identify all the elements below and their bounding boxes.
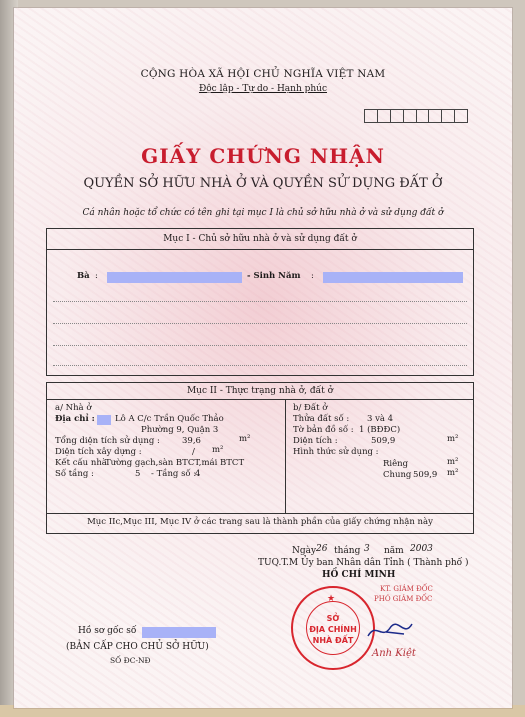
seal-line-3: NHÀ ĐẤT bbox=[312, 636, 354, 645]
birth-year-label: - Sinh Năm bbox=[247, 271, 301, 281]
map-sheet-label: Tờ bản đồ số : bbox=[293, 425, 354, 435]
pages-note: Mục IIc,Mục III, Mục IV ở các trang sau là thành phần của giấy chứng nhận này bbox=[87, 517, 433, 527]
issued-to-owner: (BẢN CẤP CHO CHỦ SỞ HỮU) bbox=[66, 642, 209, 652]
land-area-unit: m² bbox=[447, 434, 459, 444]
private-use-label: Riêng bbox=[383, 459, 409, 469]
land-area-label: Diện tích : bbox=[293, 436, 338, 446]
structure-value: Tường gạch,sàn BTCT,mái BTCT bbox=[105, 458, 245, 468]
build-area-unit: m² bbox=[212, 445, 224, 455]
section-1-box: Mục I - Chủ sở hữu nhà ở và sử dụng đất ở Bà : - Sinh Năm : bbox=[46, 228, 474, 376]
signature-scribble bbox=[364, 618, 424, 644]
seal-line-2: ĐỊA CHÍNH bbox=[309, 625, 357, 634]
date-day: 26 bbox=[316, 544, 328, 554]
signer-name: Anh Kiệt bbox=[372, 648, 416, 659]
redacted-file-number bbox=[142, 627, 216, 638]
owner-name-label: Bà bbox=[77, 271, 90, 281]
date-year: 2003 bbox=[410, 544, 433, 554]
address-line-2: Phường 9, Quận 3 bbox=[141, 425, 219, 435]
map-sheet-value: 1 (BĐĐC) bbox=[359, 425, 401, 435]
city-name: HỒ CHÍ MINH bbox=[322, 570, 396, 580]
structure-label: Kết cấu nhà bbox=[55, 458, 107, 468]
form-code: SỐ ĐC-NĐ bbox=[110, 656, 151, 665]
build-area-value: / bbox=[192, 447, 195, 457]
section-2-header: Mục II - Thực trạng nhà ở, đất ở bbox=[47, 383, 473, 400]
star-icon: ★ bbox=[327, 594, 336, 604]
redacted-address bbox=[97, 415, 111, 425]
date-year-label: năm bbox=[384, 546, 404, 556]
house-heading: a/ Nhà ở bbox=[55, 403, 92, 413]
floor-number-value: 4 bbox=[195, 469, 201, 479]
serial-number-boxes bbox=[364, 109, 468, 123]
total-area-label: Tổng diện tích sử dụng : bbox=[55, 436, 160, 446]
section-1-header: Mục I - Chủ sở hữu nhà ở và sử dụng đất ở bbox=[47, 229, 473, 250]
role-title: KT. GIÁM ĐỐC bbox=[380, 585, 433, 593]
certificate-page bbox=[14, 8, 512, 708]
redacted-birth-year bbox=[323, 272, 463, 283]
redacted-owner-name bbox=[107, 272, 242, 283]
total-area-unit: m² bbox=[239, 434, 251, 444]
total-area-value: 39,6 bbox=[182, 436, 201, 446]
file-number-label: Hồ sơ gốc số bbox=[78, 626, 137, 636]
date-month-label: tháng bbox=[334, 546, 361, 556]
build-area-label: Diện tích xây dựng : bbox=[55, 447, 142, 457]
certificate-title: GIẤY CHỨNG NHẬN bbox=[141, 144, 385, 168]
plot-label: Thửa đất số : bbox=[293, 414, 350, 424]
republic-header: CỘNG HÒA XÃ HỘI CHỦ NGHĨA VIỆT NAM bbox=[140, 68, 386, 80]
plot-value: 3 và 4 bbox=[367, 414, 394, 424]
use-form-label: Hình thức sử dụng : bbox=[293, 447, 379, 457]
intro-text: Cá nhân hoặc tổ chức có tên ghi tại mục I là chủ sở hữu nhà ở và sử dụng đất ở bbox=[82, 208, 444, 218]
private-use-unit: m² bbox=[447, 457, 459, 467]
section-2-box bbox=[46, 382, 474, 534]
motto: Độc lập - Tự do - Hạnh phúc bbox=[198, 84, 328, 94]
land-area-value: 509,9 bbox=[371, 436, 396, 446]
common-use-value: 509,9 bbox=[413, 470, 438, 480]
date-month: 3 bbox=[364, 544, 370, 554]
address-line-1: Lô A C/c Trần Quốc Thảo bbox=[115, 414, 224, 424]
certificate-subtitle: QUYỀN SỞ HỮU NHÀ Ở VÀ QUYỀN SỬ DỤNG ĐẤT Ở bbox=[83, 176, 443, 191]
address-label: Địa chỉ : bbox=[55, 414, 95, 424]
floor-number-label: - Tầng số : bbox=[151, 469, 197, 479]
date-prefix: Ngày bbox=[292, 546, 317, 556]
common-use-label: Chung bbox=[383, 470, 412, 480]
floors-value: 5 bbox=[135, 469, 141, 479]
land-heading: b/ Đất ở bbox=[293, 403, 328, 413]
common-use-unit: m² bbox=[447, 468, 459, 478]
seal-line-1: SỞ bbox=[326, 614, 340, 623]
official-seal bbox=[291, 586, 375, 670]
floors-label: Số tầng : bbox=[55, 469, 94, 479]
authority-line: TUQ.T.M Ủy ban Nhân dân Tỉnh ( Thành phố ) bbox=[258, 558, 469, 568]
deputy-title: PHÓ GIÁM ĐỐC bbox=[374, 595, 433, 603]
